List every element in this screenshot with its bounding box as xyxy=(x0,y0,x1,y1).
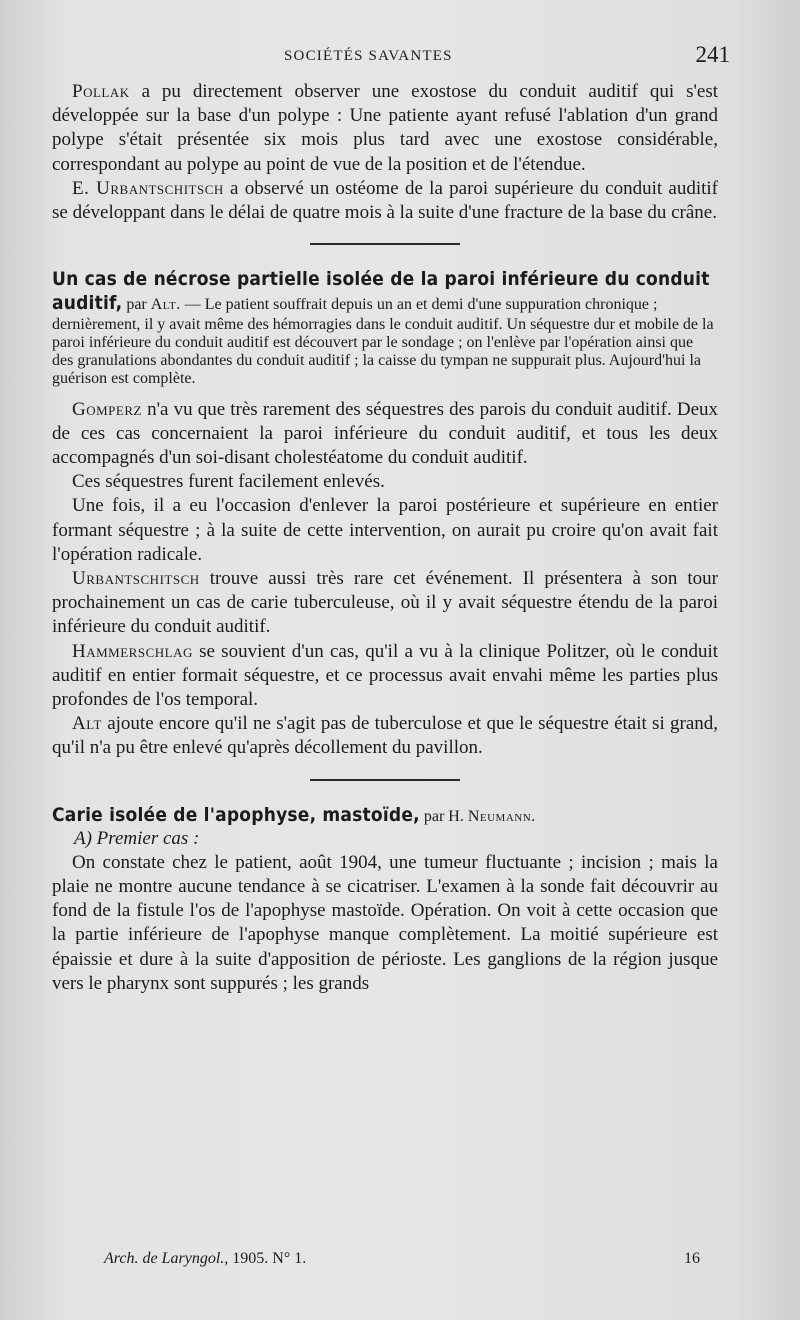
page-number: 241 xyxy=(695,42,730,67)
author-name: Hammerschlag xyxy=(72,640,193,662)
author-prefix: par H. xyxy=(423,807,464,825)
paragraph-text: se souvient d'un cas, qu'il a vu à la clinique Politzer, où le conduit auditif en entier formait séquestre, et ce processus avait envahi même les parties plus profondes de l'os temporal. xyxy=(52,640,718,711)
paragraph-urbantschitsch-carie xyxy=(52,567,718,640)
page-footer xyxy=(104,1250,700,1268)
article-title: Carie isolée de l'apophyse, mastoïde, xyxy=(52,803,420,826)
paragraph-text: n'a vu que très rarement des séquestres des parois du conduit auditif. Deux de ces cas concernaient la paroi inférieure du conduit auditif, et tous les deux accompagnés d'un soi-disant cholestéatome du conduit auditif. xyxy=(52,398,719,469)
running-title: SOCIÉTÉS SAVANTES xyxy=(284,48,453,64)
footer-issue: 1905. N° 1. xyxy=(232,1250,307,1267)
author-name: Urbantschitsch xyxy=(72,568,200,590)
paragraph-pollak xyxy=(52,80,718,177)
running-head xyxy=(52,40,730,80)
paragraph-une-fois: Une fois, il a eu l'occasion d'enlever la paroi postérieure et supérieure en entier formant séquestre ; à la suite de cette intervention, on aurait pu croire qu'on avait fait l'opération radicale. xyxy=(52,495,718,565)
article-body: — Le patient souffrait depuis un an et demi d'une suppuration chronique ; dernièrement, il y avait même des hémorragies dans le conduit auditif. Un séquestre dur et mobile de la paroi inférieure du conduit auditif est découvert par le sondage ; on l'enlève par l'opération ainsi que des granulations abondantes du conduit auditif ; la caisse du tympan ne suppurait plus. Aujourd'hui la guérison est complète. xyxy=(52,296,714,387)
case-label: A) Premier cas : xyxy=(74,827,200,849)
article-title: Un cas de nécrose partielle isolée de la paroi inférieure du conduit auditif, xyxy=(52,268,710,315)
paragraph-text: ajoute encore qu'il ne s'agit pas de tuberculose et que le séquestre était si grand, qu'il n'a pu être enlevé qu'après décollement du pavillon. xyxy=(52,713,719,759)
author-prefix: par xyxy=(126,296,147,314)
paragraph-urbantschitsch-osteome xyxy=(52,177,718,225)
author-name: Alt xyxy=(72,713,102,735)
author-name: E. Urbantschitsch xyxy=(72,177,224,199)
paragraph-sequestres: Ces séquestres furent facilement enlevés. xyxy=(72,471,385,493)
paragraph-text: trouve aussi très rare cet événement. Il présentera à son tour prochainement un cas de carie tuberculeuse, où il y avait séquestre étendu de la paroi inférieure du conduit auditif. xyxy=(52,568,719,638)
paragraph-alt xyxy=(52,712,718,760)
paragraph-gomperz xyxy=(52,398,718,471)
section-divider xyxy=(310,779,460,781)
section-divider xyxy=(310,243,460,245)
author-name: Pollak xyxy=(72,81,130,102)
paragraph-text: a observé un ostéome de la paroi supérieure du conduit auditif se développant dans le délai de quatre mois à la suite d'une fracture de la base du crâne. xyxy=(52,177,719,224)
article-body-carie: On constate chez le patient, août 1904, une tumeur fluctuante ; incision ; mais la plaie ne montre aucune tendance à se cicatriser. L'examen à la sonde fait découvrir au fond de la fistule l'os de l'apophyse mastoïde. Opération. On voit à cette occasion que la partie inférieure de l'apophyse manque complètement. La moitié supérieure est épaissie et dure à la suite d'apposition de périoste. Les ganglions de la région jusque vers le pharynx sont suppurés ; les grands xyxy=(52,851,718,994)
article-author: Neumann. xyxy=(467,807,536,825)
footer-journal: Arch. de Laryngol., xyxy=(104,1250,229,1267)
article-author: Alt. xyxy=(150,296,181,314)
paragraph-hammerschlag xyxy=(52,640,718,713)
signature-mark: 16 xyxy=(684,1250,700,1267)
paragraph-text: a pu directement observer une exostose du conduit auditif qui s'est développée sur la base d'un polype : Une patiente ayant refusé l'ablation d'un grand polype s'était présentée six mois plus tard avec une exostose considérable, correspondant au polype au point de vue de la position et de l'étendue. xyxy=(52,81,719,175)
author-name: Gomperz xyxy=(72,398,142,420)
